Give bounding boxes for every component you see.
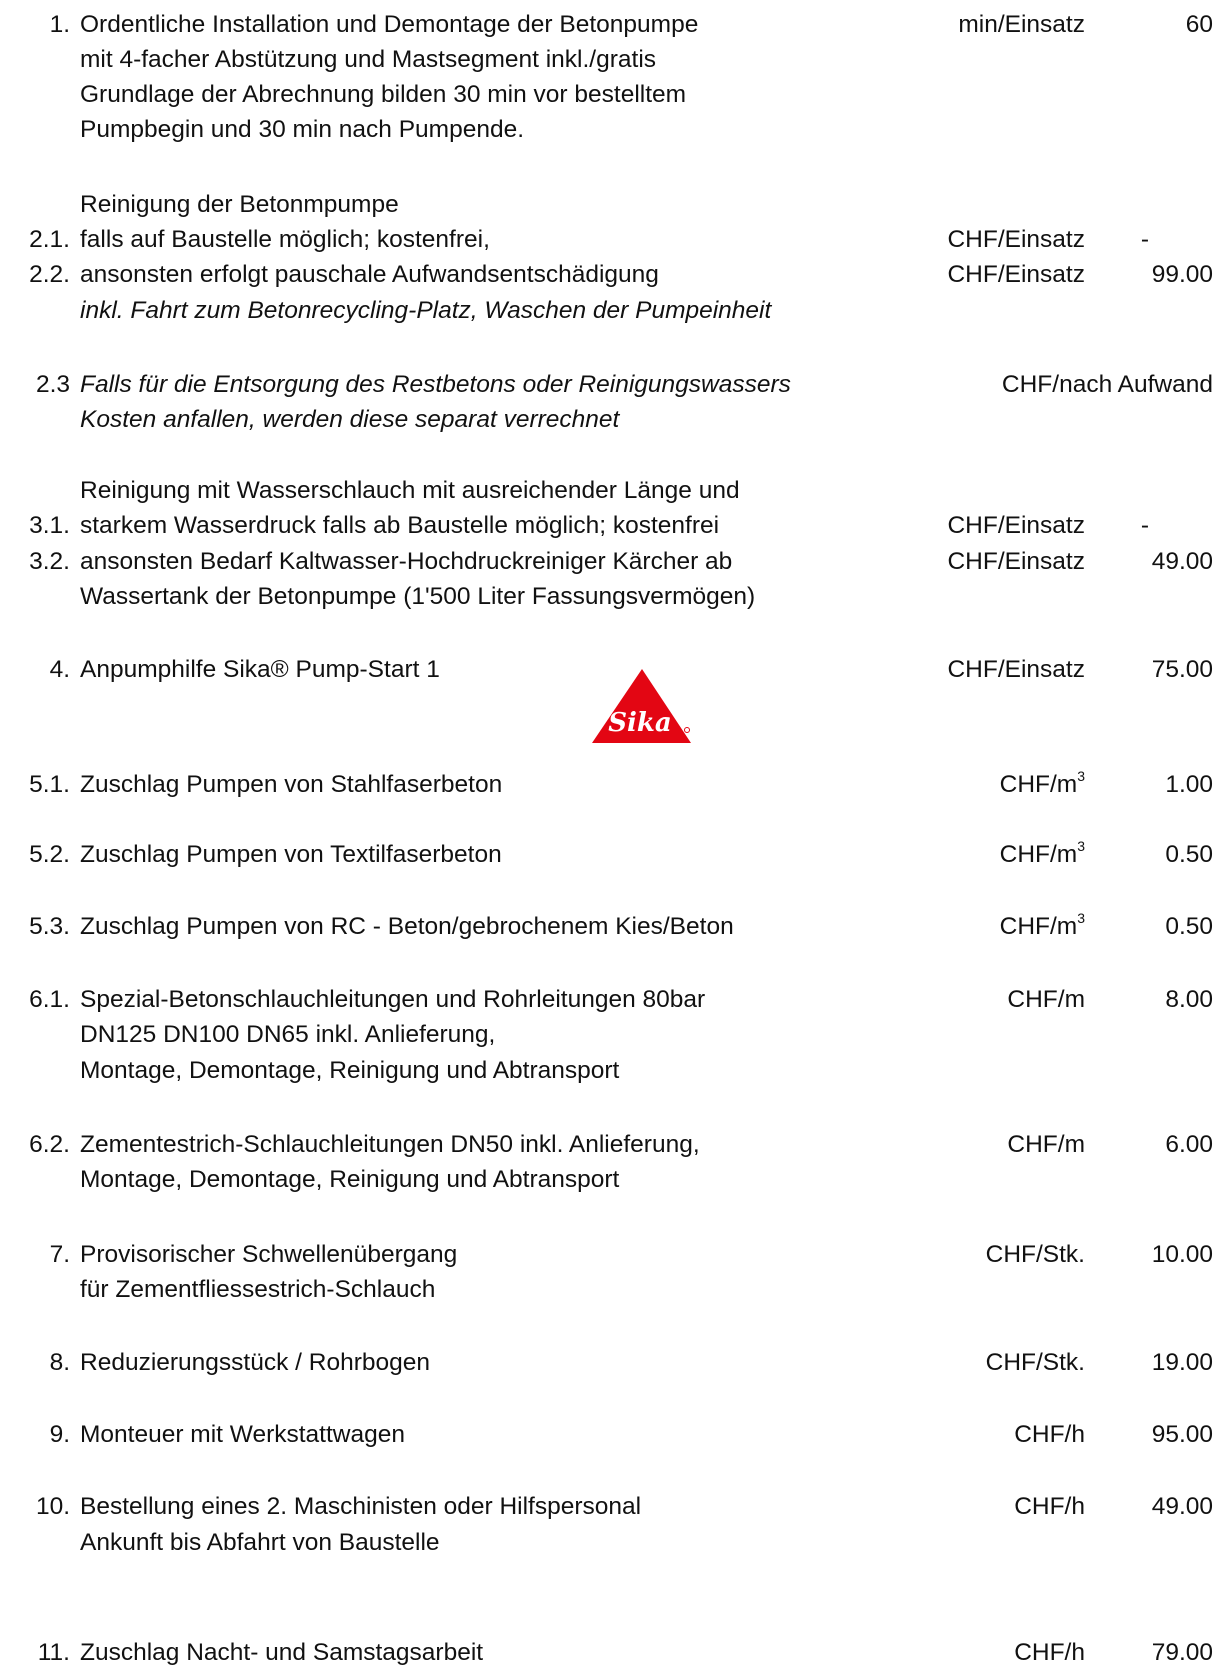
item-unit: CHF/Einsatz [947, 548, 1085, 575]
item-price: 8.00 [1165, 986, 1213, 1013]
item-unit: CHF/$m^3$ [999, 767, 1085, 798]
item-price: 19.00 [1151, 1349, 1213, 1376]
item-description-line: Zuschlag Nacht- und Samstagsarbeit [80, 1639, 484, 1666]
item-price: 60 [1185, 11, 1213, 38]
item-description-line: Zuschlag Pumpen von Textilfaserbeton [80, 841, 502, 868]
item-description-line: Anpumphilfe Sika® Pump-Start 1 [80, 656, 440, 683]
item-description-line: Montage, Demontage, Reinigung und Abtransport [80, 1166, 620, 1193]
item-unit: CHF/h [1014, 1421, 1085, 1448]
item-description-line: Monteuer mit Werkstattwagen [80, 1421, 405, 1448]
item-number: 8. [49, 1349, 70, 1376]
item-price: 0.50 [1165, 841, 1213, 868]
item-description-line: Zuschlag Pumpen von RC - Beton/gebrochenem Kies/Beton [80, 913, 734, 940]
item-price: 6.00 [1165, 1131, 1213, 1158]
item-description-line: Montage, Demontage, Reinigung und Abtransport [80, 1057, 620, 1084]
item-description-line: ansonsten Bedarf Kaltwasser-Hochdruckreiniger Kärcher ab [80, 548, 733, 575]
item-unit: min/Einsatz [958, 11, 1085, 38]
section-heading: Reinigung mit Wasserschlauch mit ausreichender Länge und [80, 477, 740, 504]
item-unit: CHF/Stk. [985, 1349, 1085, 1376]
item-description-line: falls auf Baustelle möglich; kostenfrei, [80, 226, 490, 253]
item-description-line: mit 4-facher Abstützung und Mastsegment inkl./gratis [80, 46, 657, 73]
item-number: 5.3. [29, 913, 70, 940]
item-description-line: Kosten anfallen, werden diese separat verrechnet [80, 406, 620, 433]
item-unit: CHF/Einsatz [947, 226, 1085, 253]
item-description-line: Zementestrich-Schlauchleitungen DN50 inkl. Anlieferung, [80, 1131, 700, 1158]
item-unit: CHF/m [1007, 1131, 1085, 1158]
item-description-line: Falls für die Entsorgung des Restbetons oder Reinigungswassers [80, 371, 791, 398]
item-price: 95.00 [1151, 1421, 1213, 1448]
item-price: - [1140, 512, 1150, 539]
item-number: 2.3 [35, 371, 70, 398]
item-description-line: Spezial-Betonschlauchleitungen und Rohrleitungen 80bar [80, 986, 706, 1013]
item-price: 49.00 [1151, 548, 1213, 575]
item-description-line: Grundlage der Abrechnung bilden 30 min vor bestelltem [80, 81, 687, 108]
item-description-line: ansonsten erfolgt pauschale Aufwandsentschädigung [80, 261, 659, 288]
item-description-line: Ankunft bis Abfahrt von Baustelle [80, 1529, 440, 1556]
section-heading: Reinigung der Betonmpumpe [80, 191, 399, 218]
item-description-line: Zuschlag Pumpen von Stahlfaserbeton [80, 771, 503, 798]
item-unit: CHF/m [1007, 986, 1085, 1013]
item-number: 5.2. [29, 841, 70, 868]
item-unit: CHF/Einsatz [947, 512, 1085, 539]
item-description-line: Bestellung eines 2. Maschinisten oder Hilfspersonal [80, 1493, 642, 1520]
item-number: 3.1. [29, 512, 70, 539]
item-number: 6.1. [29, 986, 70, 1013]
item-number: 1. [49, 11, 70, 38]
item-number: 2.2. [29, 261, 70, 288]
item-description-line: für Zementfliessestrich-Schlauch [80, 1276, 436, 1303]
item-unit: CHF/Einsatz [947, 656, 1085, 683]
item-unit: CHF/$m^3$ [999, 837, 1085, 868]
item-price: 49.00 [1151, 1493, 1213, 1520]
item-number: 5.1. [29, 771, 70, 798]
item-number: 7. [49, 1241, 70, 1268]
item-price: 0.50 [1165, 913, 1213, 940]
item-price: 99.00 [1151, 261, 1213, 288]
item-description-line: starkem Wasserdruck falls ab Baustelle möglich; kostenfrei [80, 512, 720, 539]
item-description-line: Pumpbegin und 30 min nach Pumpende. [80, 116, 525, 143]
item-number: 4. [49, 656, 70, 683]
item-description-line: Ordentliche Installation und Demontage der Betonpumpe [80, 11, 699, 38]
item-price: 79.00 [1151, 1639, 1213, 1666]
item-unit: CHF/$m^3$ [999, 909, 1085, 940]
item-unit: CHF/h [1014, 1493, 1085, 1520]
item-unit: CHF/Einsatz [947, 261, 1085, 288]
item-description-line: Provisorischer Schwellenübergang [80, 1241, 458, 1268]
item-unit: CHF/h [1014, 1639, 1085, 1666]
item-price: - [1140, 226, 1150, 253]
item-price: 10.00 [1151, 1241, 1213, 1268]
item-price: 1.00 [1165, 771, 1213, 798]
item-description-line: DN125 DN100 DN65 inkl. Anlieferung, [80, 1021, 496, 1048]
item-number: 3.2. [29, 548, 70, 575]
item-description-line: Wassertank der Betonpumpe (1'500 Liter Fassungsvermögen) [80, 583, 756, 610]
item-unit: CHF/nach Aufwand [1001, 371, 1213, 398]
item-unit: CHF/Stk. [985, 1241, 1085, 1268]
item-description-line: Reduzierungsstück / Rohrbogen [80, 1349, 431, 1376]
item-price: 75.00 [1151, 656, 1213, 683]
svg-text:Sika: Sika [608, 708, 672, 738]
item-number: 9. [49, 1421, 70, 1448]
item-description-line: inkl. Fahrt zum Betonrecycling-Platz, Waschen der Pumpeinheit [80, 297, 772, 324]
item-number: 10. [35, 1493, 70, 1520]
item-number: 11. [37, 1639, 70, 1666]
item-number: 2.1. [29, 226, 70, 253]
sika-logo [590, 667, 693, 745]
item-number: 6.2. [29, 1131, 70, 1158]
